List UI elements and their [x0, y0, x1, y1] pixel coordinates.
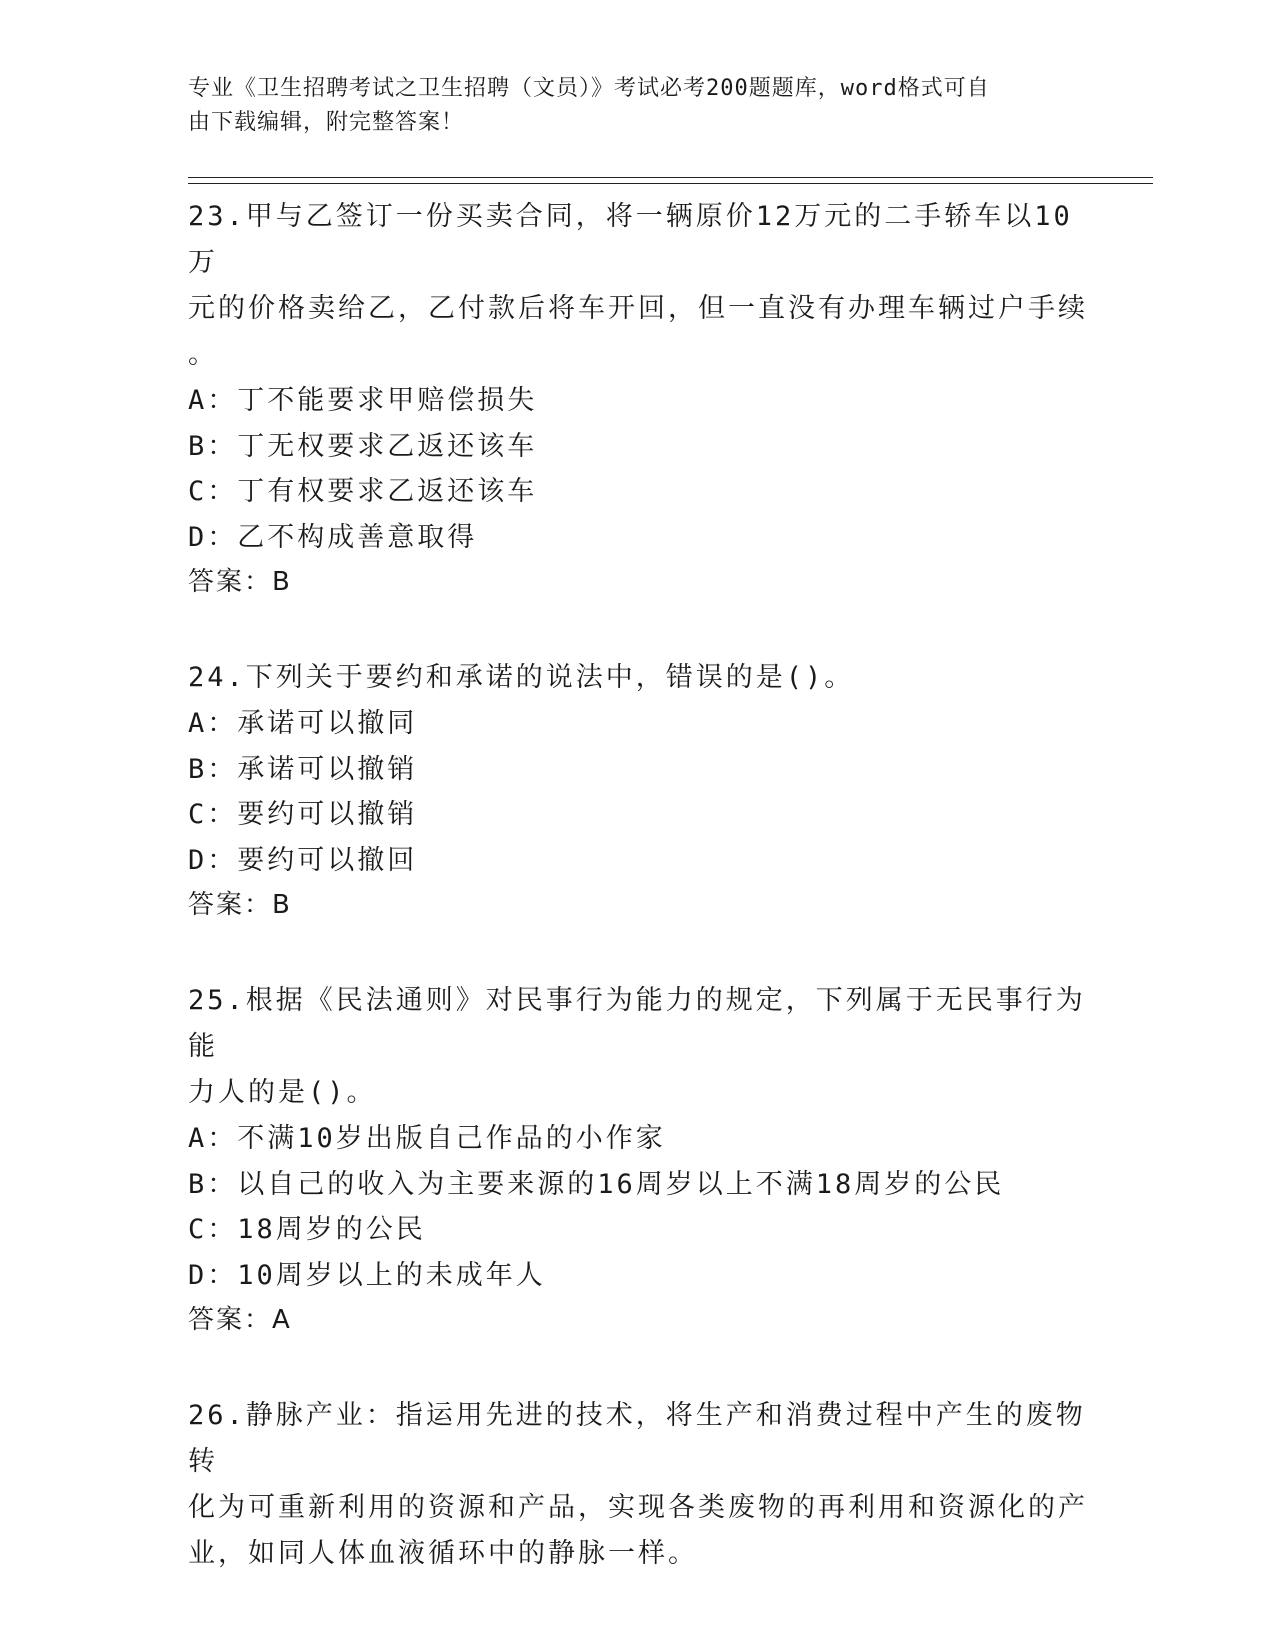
question-text-line: 业，如同人体血液循环中的静脉一样。	[188, 1538, 698, 1569]
question-24	[188, 651, 1088, 928]
option-b: B：丁无权要求乙返还该车	[188, 430, 538, 462]
option-d: D：乙不构成善意取得	[188, 521, 478, 553]
answer-line: 答案：A	[188, 1305, 292, 1335]
question-23	[188, 190, 1088, 605]
answer-line: 答案：B	[188, 890, 292, 920]
option-c: C：要约可以撤销	[188, 799, 418, 830]
question-list	[188, 190, 1088, 1623]
header-divider-bottom	[188, 183, 1153, 184]
question-text-line: 26.静脉产业：指运用先进的技术，将生产和消费过程中产生的废物转	[188, 1400, 1086, 1477]
question-text-line: 力人的是()。	[188, 1077, 377, 1108]
option-d: D：10周岁以上的未成年人	[188, 1259, 546, 1291]
option-b: B：以自己的收入为主要来源的16周岁以上不满18周岁的公民	[188, 1168, 1005, 1200]
option-a: A：不满10岁出版自己作品的小作家	[188, 1123, 666, 1154]
option-c: C：18周岁的公民	[188, 1214, 426, 1245]
question-26	[188, 1389, 1088, 1577]
header-line-2: 由下载编辑，附完整答案！	[188, 110, 465, 135]
option-a: A：承诺可以撤同	[188, 708, 418, 739]
question-text-line: 元的价格卖给乙，乙付款后将车开回，但一直没有办理车辆过户手续	[188, 293, 1088, 324]
document-header	[188, 72, 1068, 140]
question-text-line: 化为可重新利用的资源和产品，实现各类废物的再利用和资源化的产	[188, 1492, 1088, 1523]
option-b: B：承诺可以撤销	[188, 753, 418, 785]
question-text-line: 25.根据《民法通则》对民事行为能力的规定，下列属于无民事行为能	[188, 985, 1086, 1062]
question-text-line: 23.甲与乙签订一份买卖合同，将一辆原价12万元的二手轿车以10万	[188, 201, 1073, 278]
question-text-line: 24.下列关于要约和承诺的说法中，错误的是()。	[188, 662, 855, 693]
question-text-line: 。	[188, 339, 218, 370]
answer-line: 答案：B	[188, 567, 292, 597]
option-d: D：要约可以撤回	[188, 844, 418, 876]
option-c: C：丁有权要求乙返还该车	[188, 476, 538, 507]
header-divider-top	[188, 177, 1153, 178]
option-a: A：丁不能要求甲赔偿损失	[188, 385, 538, 416]
question-25	[188, 974, 1088, 1343]
header-line-1: 专业《卫生招聘考试之卫生招聘（文员）》考试必考200题题库，word格式可自	[188, 76, 990, 101]
